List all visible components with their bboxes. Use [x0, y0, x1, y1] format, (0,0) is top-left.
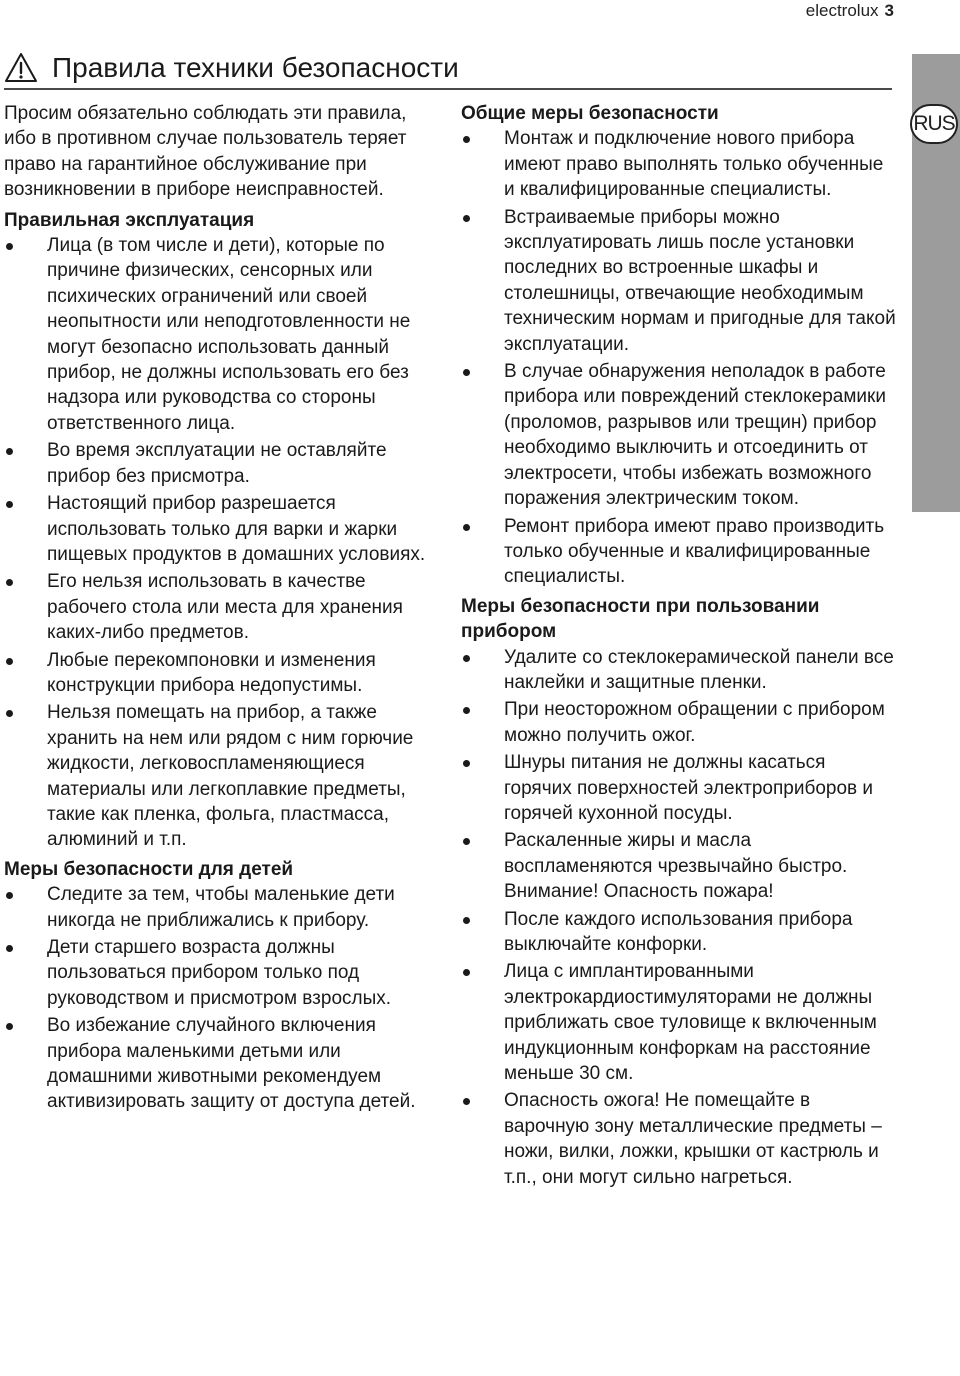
brand-name: electrolux — [805, 1, 879, 20]
list-item: Удалите со стеклокерамической панели все наклейки и защитные пленки. — [461, 645, 897, 696]
title-row — [4, 48, 892, 90]
page-header — [806, 0, 894, 22]
section-heading-children: Меры безопасности для детей — [4, 858, 294, 880]
page-number: 3 — [884, 1, 894, 20]
list-item: После каждого использования прибора выключайте конфорки. — [461, 907, 897, 958]
page-title: Правила техники безопасности — [52, 52, 459, 83]
list-item: Лица (в том числе и дети), которые по причине физических, сенсорных или психических ограничений или своей неопытности или неподготовленности не могут безопасно использовать данный прибор, не должны использовать его без надзора или руководства со стороны ответственного лица. — [4, 233, 440, 436]
intro-paragraph: Просим обязательно соблюдать эти правила, ибо в противном случае пользователь теряет право на гарантийное обслуживание при возникновении в приборе неисправностей. — [4, 103, 407, 201]
list-item: Следите за тем, чтобы маленькие дети никогда не приближались к прибору. — [4, 882, 440, 933]
list-item: Опасность ожога! Не помещайте в варочную зону металлические предметы – ножи, вилки, ложки, крышки от кастрюль и т.п., они могут сильно нагреться. — [461, 1088, 897, 1190]
warning-triangle-icon — [4, 52, 38, 83]
list-item: Монтаж и подключение нового прибора имеют право выполнять только обученные и квалифицированные специалисты. — [461, 126, 897, 202]
list-item: В случае обнаружения неполадок в работе прибора или повреждений стеклокерамики (проломов, разрывов или трещин) прибор необходимо выключить и отсоединить от электросети, чтобы избежать возможного поражения электрическим током. — [461, 359, 897, 511]
list-item: Его нельзя использовать в качестве рабочего стола или места для хранения каких-либо предметов. — [4, 569, 440, 645]
children-safety-list — [4, 882, 440, 1115]
list-item: Шнуры питания не должны касаться горячих поверхностей электроприборов и горячей кухонной посуды. — [461, 750, 897, 826]
list-item: Во время эксплуатации не оставляйте прибор без присмотра. — [4, 438, 440, 489]
language-badge: RUS — [910, 104, 958, 144]
list-item: Дети старшего возраста должны пользоваться прибором только под руководством и присмотром взрослых. — [4, 935, 440, 1011]
section-heading-usage: Меры безопасности при пользовании прибором — [461, 595, 820, 643]
list-item: Раскаленные жиры и масла воспламеняются чрезвычайно быстро. Внимание! Опасность пожара! — [461, 828, 897, 904]
list-item: Ремонт прибора имеют право производить только обученные и квалифицированные специалисты. — [461, 514, 897, 590]
list-item: Во избежание случайного включения прибора маленькими детьми или домашними животными рекомендуем активизировать защиту от доступа детей. — [4, 1013, 440, 1115]
list-item: Лица с имплантированными электрокардиостимуляторами не должны приближать свое туловище к включенным индукционным конфоркам на расстояние меньше 30 см. — [461, 959, 897, 1086]
usage-safety-list — [461, 645, 897, 1191]
section-heading-proper-use: Правильная эксплуатация — [4, 209, 255, 231]
list-item: Встраиваемые приборы можно эксплуатировать лишь после установки последних во встроенные шкафы и столешницы, отвечающие необходимым техническим нормам и пригодные для такой эксплуатации. — [461, 205, 897, 357]
list-item: Нельзя помещать на прибор, а также хранить на нем или рядом с ним горючие жидкости, легковоспламеняющиеся материалы или легкоплавкие предметы, такие как пленка, фольга, пластмасса, алюминий и т.п. — [4, 700, 440, 852]
general-safety-list — [461, 126, 897, 589]
proper-use-list — [4, 233, 440, 853]
list-item: Настоящий прибор разрешается использовать только для варки и жарки пищевых продуктов в домашних условиях. — [4, 491, 440, 567]
left-column — [4, 101, 440, 1117]
right-column — [461, 101, 897, 1192]
list-item: При неосторожном обращении с прибором можно получить ожог. — [461, 697, 897, 748]
section-heading-general: Общие меры безопасности — [461, 103, 719, 124]
list-item: Любые перекомпоновки и изменения конструкции прибора недопустимы. — [4, 648, 440, 699]
